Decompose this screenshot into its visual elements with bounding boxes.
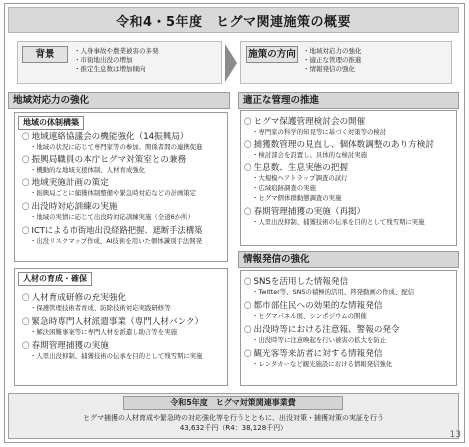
system-sub: ・ 地域の実情に応じて出没時対応訓練実施（全道6か所） bbox=[30, 213, 194, 221]
background-tag: 背景 bbox=[22, 46, 68, 63]
arrow-icon bbox=[225, 44, 237, 82]
info-item: 〇 SNSを活用した情報発信 bbox=[244, 276, 348, 288]
management-sub: ・ 検討部会を設置し、具体的な検討実施 bbox=[252, 151, 367, 159]
page-title: 令和4・5年度 ヒグマ関連施策の概要 bbox=[8, 7, 459, 33]
management-sub: ・ ヒグマ個体群動態調査の実施 bbox=[252, 194, 341, 202]
people-sub: ・ 保護管理技術者育成、防除技術対応実践研修等 bbox=[30, 304, 171, 312]
system-sub: ・ 出没リスクマップ作成、AI技術を用いた個体識別手法開発 bbox=[30, 237, 202, 245]
policy-line: ・ 適正な管理の推進 bbox=[303, 56, 362, 65]
management-item: 〇 捕獲数管理の見直し、個体数調整のあり方検討 bbox=[244, 139, 434, 151]
background-line: ・ 推定生息数は増加傾向 bbox=[74, 65, 159, 74]
system-item: 〇 地域実施計画の策定 bbox=[22, 177, 109, 189]
people-sub: ・ 人里出没抑制、捕獲技術の伝承を目的として残雪期に実施 bbox=[30, 352, 203, 360]
info-sub: ・ レンタカーなど観光施設における情報発信強化 bbox=[252, 360, 392, 368]
system-item: 〇 出没時対応訓練の実施 bbox=[22, 201, 117, 213]
policy-line: ・ 地域対応力の強化 bbox=[303, 47, 362, 56]
info-sub: ・ ヒグマパネル展、シンポジウムの開催 bbox=[252, 312, 367, 320]
management-item: 〇 ヒグマ保護管理検討会の開催 bbox=[244, 116, 365, 128]
page-number: 13 bbox=[449, 430, 461, 440]
system-sub: ・ 地域の状況に応じて専門家等の参加、関係者間の連携促進 bbox=[30, 143, 203, 151]
info-item: 〇 観光客等来訪者に対する情報発信 bbox=[244, 348, 382, 360]
management-item: 〇 春期管理捕獲の実施（再掲） bbox=[244, 206, 365, 218]
info-sub: ・ 出没時等に注意喚起を行い被害の拡大を防止 bbox=[252, 336, 386, 344]
people-label: 人材の育成・確保 bbox=[18, 272, 92, 286]
info-sub: ・ Twitter等、SNSの積極的活用、啓発動画の作成、配信 bbox=[252, 288, 414, 296]
policy-lines bbox=[303, 47, 362, 74]
management-sub: ・ 人里出没抑制、捕獲技術の伝承を目的として残雪期に実施 bbox=[252, 218, 425, 226]
management-item: 〇 生息数、生息実態の把握 bbox=[244, 162, 348, 174]
budget-amount: 43,632千円（R4：38,128千円） bbox=[179, 424, 288, 432]
policy-line: ・ 情報発信の強化 bbox=[303, 65, 362, 74]
system-item: 〇 地域連絡協議会の機能強化（14振興局） bbox=[22, 131, 189, 143]
info-heading: 情報発信の強化 bbox=[238, 251, 459, 268]
people-item: 〇 春期管理捕獲の実施 bbox=[22, 340, 109, 352]
info-item: 〇 都市部住民への効果的な情報発信 bbox=[244, 300, 382, 312]
system-sub: ・ 振興局ごとに捕獲体制整備や緊急時対応などの計画策定 bbox=[30, 189, 196, 197]
budget-title: 令和5年度 ヒグマ対策関連事業費 bbox=[123, 396, 343, 410]
management-sub: ・ 大規模ヘアトラップ調査の試行 bbox=[252, 174, 348, 182]
background-line: ・ 市街地出没の増加 bbox=[74, 56, 159, 65]
people-sub: ・ 解決困難事案等に専門人材を派遣し助言等を実施 bbox=[30, 328, 177, 336]
budget-description: ヒグマ捕獲の人材育成や緊急時の対応強化等を行うとともに、出没対策・捕獲対策の実証を行う bbox=[83, 414, 384, 422]
background-lines bbox=[74, 47, 159, 74]
management-sub: ・ 専門家の科学的知見等に基づく対策等の検討 bbox=[252, 128, 386, 136]
system-sub: ・ 機動的な地域支援体制、人材育成強化 bbox=[30, 166, 145, 174]
management-heading: 適正な管理の推進 bbox=[238, 92, 459, 109]
policy-tag: 施策の方向 bbox=[246, 46, 298, 63]
people-item: 〇 人材育成研修の充実強化 bbox=[22, 292, 126, 304]
info-item: 〇 出没時等における注意報、警報の発令 bbox=[244, 324, 400, 336]
people-item: 〇 緊急時専門人材派遣事業（専門人材バンク） bbox=[22, 316, 203, 328]
regional-heading: 地域対応力の強化 bbox=[8, 92, 230, 109]
background-line: ・ 人身事故や農業被害の多発 bbox=[74, 47, 159, 56]
system-item: 〇 ICTによる市街地出没経路把握、遮断手法構築 bbox=[22, 225, 202, 236]
system-item: 〇 振興局職員の本庁ヒグマ対策室との兼務 bbox=[22, 154, 186, 166]
system-label: 地域の体制構築 bbox=[18, 116, 84, 130]
management-sub: ・ 広域痕跡調査の実施 bbox=[252, 184, 316, 192]
